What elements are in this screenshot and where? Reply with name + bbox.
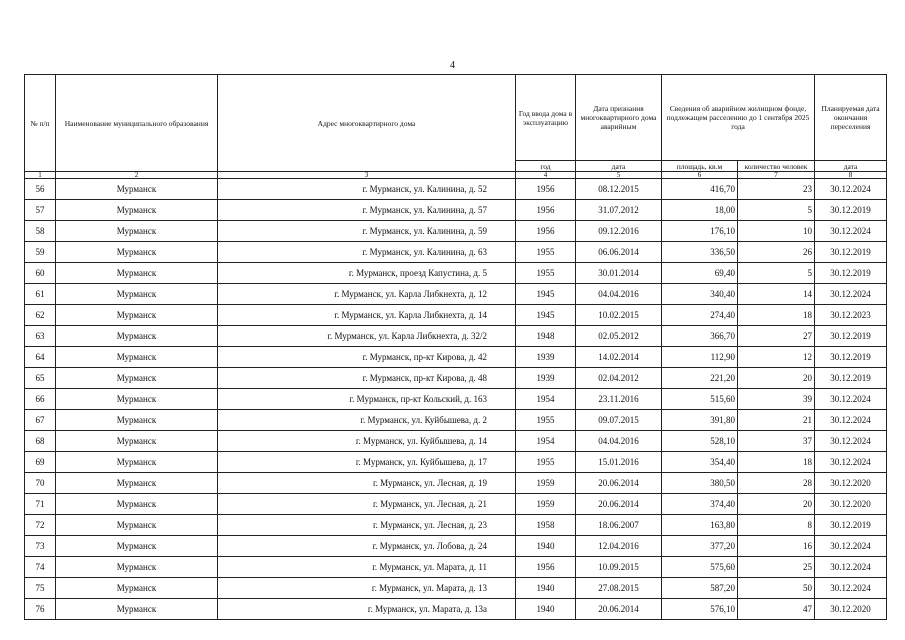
people-count-cell: 37: [738, 431, 815, 452]
address-cell: г. Мурманск, ул. Карла Либкнехта, д. 14: [218, 305, 516, 326]
people-count-cell: 39: [738, 389, 815, 410]
people-count-cell: 20: [738, 494, 815, 515]
people-count-cell: 16: [738, 536, 815, 557]
area-cell: 587,20: [662, 578, 738, 599]
column-number: 8: [815, 172, 887, 179]
address-cell: г. Мурманск, ул. Лобова, д. 24: [218, 536, 516, 557]
year-built-cell: 1940: [516, 536, 576, 557]
row-number: 74: [25, 557, 56, 578]
area-cell: 575,60: [662, 557, 738, 578]
area-cell: 69,40: [662, 263, 738, 284]
recognition-date-cell: 10.09.2015: [576, 557, 662, 578]
municipality-cell: Мурманск: [56, 368, 218, 389]
unit-plan-date: дата: [815, 161, 887, 172]
address-cell: г. Мурманск, ул. Лесная, д. 23: [218, 515, 516, 536]
column-number: 3: [218, 172, 516, 179]
table-row: [25, 389, 887, 410]
people-count-cell: 50: [738, 578, 815, 599]
area-cell: 163,80: [662, 515, 738, 536]
address-cell: г. Мурманск, ул. Лесная, д. 21: [218, 494, 516, 515]
area-cell: 380,50: [662, 473, 738, 494]
unit-area: площадь, кв.м: [662, 161, 738, 172]
year-built-cell: 1939: [516, 347, 576, 368]
table-row: [25, 263, 887, 284]
table-row: [25, 179, 887, 200]
planned-date-cell: 30.12.2019: [815, 368, 887, 389]
address-cell: г. Мурманск, ул. Карла Либкнехта, д. 32/2: [218, 326, 516, 347]
municipality-cell: Мурманск: [56, 389, 218, 410]
year-built-cell: 1954: [516, 431, 576, 452]
row-number: 60: [25, 263, 56, 284]
recognition-date-cell: 09.12.2016: [576, 221, 662, 242]
people-count-cell: 5: [738, 263, 815, 284]
year-built-cell: 1959: [516, 494, 576, 515]
year-built-cell: 1955: [516, 263, 576, 284]
row-number: 66: [25, 389, 56, 410]
table-row: [25, 200, 887, 221]
row-number: 56: [25, 179, 56, 200]
people-count-cell: 5: [738, 200, 815, 221]
table-row: [25, 326, 887, 347]
planned-date-cell: 30.12.2020: [815, 599, 887, 620]
recognition-date-cell: 23.11.2016: [576, 389, 662, 410]
area-cell: 274,40: [662, 305, 738, 326]
municipality-cell: Мурманск: [56, 473, 218, 494]
people-count-cell: 14: [738, 284, 815, 305]
year-built-cell: 1956: [516, 200, 576, 221]
address-cell: г. Мурманск, ул. Калинина, д. 63: [218, 242, 516, 263]
area-cell: 528,10: [662, 431, 738, 452]
people-count-cell: 20: [738, 368, 815, 389]
column-numbers-row: [25, 172, 887, 179]
planned-date-cell: 30.12.2024: [815, 536, 887, 557]
year-built-cell: 1955: [516, 452, 576, 473]
planned-date-cell: 30.12.2020: [815, 494, 887, 515]
address-cell: г. Мурманск, ул. Калинина, д. 57: [218, 200, 516, 221]
address-cell: г. Мурманск, ул. Калинина, д. 59: [218, 221, 516, 242]
address-cell: г. Мурманск, ул. Марата, д. 13а: [218, 599, 516, 620]
table-row: [25, 578, 887, 599]
row-number: 65: [25, 368, 56, 389]
area-cell: 374,40: [662, 494, 738, 515]
table-row: [25, 557, 887, 578]
header-municipality: Наименование муниципального образования: [56, 75, 218, 172]
municipality-cell: Мурманск: [56, 515, 218, 536]
page-number: 4: [450, 60, 455, 71]
row-number: 68: [25, 431, 56, 452]
year-built-cell: 1956: [516, 557, 576, 578]
address-cell: г. Мурманск, ул. Куйбышева, д. 17: [218, 452, 516, 473]
address-cell: г. Мурманск, ул. Куйбышева, д. 14: [218, 431, 516, 452]
row-number: 70: [25, 473, 56, 494]
unit-people: количество человек: [738, 161, 815, 172]
address-cell: г. Мурманск, пр-кт Кирова, д. 42: [218, 347, 516, 368]
table-row: [25, 284, 887, 305]
address-cell: г. Мурманск, ул. Марата, д. 11: [218, 557, 516, 578]
year-built-cell: 1959: [516, 473, 576, 494]
planned-date-cell: 30.12.2023: [815, 305, 887, 326]
table-row: [25, 473, 887, 494]
table-row: [25, 452, 887, 473]
area-cell: 576,10: [662, 599, 738, 620]
planned-date-cell: 30.12.2024: [815, 410, 887, 431]
recognition-date-cell: 27.08.2015: [576, 578, 662, 599]
recognition-date-cell: 02.04.2012: [576, 368, 662, 389]
row-number: 76: [25, 599, 56, 620]
address-cell: г. Мурманск, ул. Куйбышева, д. 2: [218, 410, 516, 431]
address-cell: г. Мурманск, пр-кт Кирова, д. 48: [218, 368, 516, 389]
municipality-cell: Мурманск: [56, 179, 218, 200]
table-row: [25, 242, 887, 263]
municipality-cell: Мурманск: [56, 557, 218, 578]
row-number: 75: [25, 578, 56, 599]
header-address: Адрес многоквартирного дома: [218, 75, 516, 172]
area-cell: 340,40: [662, 284, 738, 305]
recognition-date-cell: 15.01.2016: [576, 452, 662, 473]
planned-date-cell: 30.12.2019: [815, 347, 887, 368]
area-cell: 18,00: [662, 200, 738, 221]
address-cell: г. Мурманск, ул. Лесная, д. 19: [218, 473, 516, 494]
row-number: 67: [25, 410, 56, 431]
header-emergency-info: Сведения об аварийном жилищном фонде, подлежащем расселению до 1 сентября 2025 года: [662, 75, 815, 161]
area-cell: 336,50: [662, 242, 738, 263]
municipality-cell: Мурманск: [56, 200, 218, 221]
row-number: 64: [25, 347, 56, 368]
table-row: [25, 305, 887, 326]
municipality-cell: Мурманск: [56, 578, 218, 599]
area-cell: 176,10: [662, 221, 738, 242]
year-built-cell: 1954: [516, 389, 576, 410]
planned-date-cell: 30.12.2024: [815, 578, 887, 599]
recognition-date-cell: 20.06.2014: [576, 494, 662, 515]
municipality-cell: Мурманск: [56, 536, 218, 557]
table-row: [25, 515, 887, 536]
year-built-cell: 1955: [516, 242, 576, 263]
table-row: [25, 494, 887, 515]
row-number: 57: [25, 200, 56, 221]
people-count-cell: 26: [738, 242, 815, 263]
planned-date-cell: 30.12.2024: [815, 179, 887, 200]
year-built-cell: 1945: [516, 284, 576, 305]
table-row: [25, 431, 887, 452]
table-row: [25, 221, 887, 242]
column-number: 1: [25, 172, 56, 179]
area-cell: 366,70: [662, 326, 738, 347]
municipality-cell: Мурманск: [56, 347, 218, 368]
table-body: [25, 179, 887, 620]
municipality-cell: Мурманск: [56, 410, 218, 431]
people-count-cell: 21: [738, 410, 815, 431]
row-number: 71: [25, 494, 56, 515]
planned-date-cell: 30.12.2024: [815, 221, 887, 242]
table-row: [25, 536, 887, 557]
address-cell: г. Мурманск, проезд Капустина, д. 5: [218, 263, 516, 284]
people-count-cell: 27: [738, 326, 815, 347]
row-number: 63: [25, 326, 56, 347]
year-built-cell: 1939: [516, 368, 576, 389]
header-row: [25, 75, 887, 161]
planned-date-cell: 30.12.2020: [815, 473, 887, 494]
people-count-cell: 18: [738, 452, 815, 473]
recognition-date-cell: 04.04.2016: [576, 284, 662, 305]
row-number: 72: [25, 515, 56, 536]
header-year-built: Год ввода дома в эксплуатацию: [516, 75, 576, 161]
area-cell: 391,80: [662, 410, 738, 431]
table-row: [25, 599, 887, 620]
planned-date-cell: 30.12.2024: [815, 284, 887, 305]
address-cell: г. Мурманск, ул. Марата, д. 13: [218, 578, 516, 599]
people-count-cell: 18: [738, 305, 815, 326]
year-built-cell: 1940: [516, 578, 576, 599]
municipality-cell: Мурманск: [56, 221, 218, 242]
planned-date-cell: 30.12.2019: [815, 326, 887, 347]
address-cell: г. Мурманск, пр-кт Кольский, д. 163: [218, 389, 516, 410]
municipality-cell: Мурманск: [56, 305, 218, 326]
recognition-date-cell: 02.05.2012: [576, 326, 662, 347]
recognition-date-cell: 31.07.2012: [576, 200, 662, 221]
recognition-date-cell: 30.01.2014: [576, 263, 662, 284]
area-cell: 112,90: [662, 347, 738, 368]
recognition-date-cell: 12.04.2016: [576, 536, 662, 557]
row-number: 59: [25, 242, 56, 263]
header-planned-end: Планируемая дата окончания переселения: [815, 75, 887, 161]
people-count-cell: 23: [738, 179, 815, 200]
people-count-cell: 12: [738, 347, 815, 368]
municipality-cell: Мурманск: [56, 326, 218, 347]
planned-date-cell: 30.12.2019: [815, 200, 887, 221]
row-number: 61: [25, 284, 56, 305]
planned-date-cell: 30.12.2019: [815, 515, 887, 536]
municipality-cell: Мурманск: [56, 452, 218, 473]
area-cell: 354,40: [662, 452, 738, 473]
municipality-cell: Мурманск: [56, 263, 218, 284]
recognition-date-cell: 14.02.2014: [576, 347, 662, 368]
year-built-cell: 1958: [516, 515, 576, 536]
unit-year: год: [516, 161, 576, 172]
recognition-date-cell: 20.06.2014: [576, 473, 662, 494]
column-number: 6: [662, 172, 738, 179]
housing-table: [24, 74, 887, 620]
year-built-cell: 1955: [516, 410, 576, 431]
area-cell: 515,60: [662, 389, 738, 410]
planned-date-cell: 30.12.2019: [815, 263, 887, 284]
area-cell: 416,70: [662, 179, 738, 200]
municipality-cell: Мурманск: [56, 284, 218, 305]
planned-date-cell: 30.12.2024: [815, 557, 887, 578]
people-count-cell: 10: [738, 221, 815, 242]
people-count-cell: 8: [738, 515, 815, 536]
year-built-cell: 1956: [516, 221, 576, 242]
year-built-cell: 1940: [516, 599, 576, 620]
people-count-cell: 47: [738, 599, 815, 620]
recognition-date-cell: 06.06.2014: [576, 242, 662, 263]
column-number: 5: [576, 172, 662, 179]
recognition-date-cell: 18.06.2007: [576, 515, 662, 536]
column-number: 4: [516, 172, 576, 179]
address-cell: г. Мурманск, ул. Калинина, д. 52: [218, 179, 516, 200]
unit-date: дата: [576, 161, 662, 172]
people-count-cell: 28: [738, 473, 815, 494]
people-count-cell: 25: [738, 557, 815, 578]
row-number: 69: [25, 452, 56, 473]
column-number: 2: [56, 172, 218, 179]
municipality-cell: Мурманск: [56, 242, 218, 263]
header-recognition-date: Дата признания многоквартирного дома аварийным: [576, 75, 662, 161]
year-built-cell: 1948: [516, 326, 576, 347]
municipality-cell: Мурманск: [56, 494, 218, 515]
recognition-date-cell: 10.02.2015: [576, 305, 662, 326]
planned-date-cell: 30.12.2019: [815, 242, 887, 263]
planned-date-cell: 30.12.2024: [815, 431, 887, 452]
address-cell: г. Мурманск, ул. Карла Либкнехта, д. 12: [218, 284, 516, 305]
municipality-cell: Мурманск: [56, 599, 218, 620]
municipality-cell: Мурманск: [56, 431, 218, 452]
table-row: [25, 347, 887, 368]
column-number: 7: [738, 172, 815, 179]
planned-date-cell: 30.12.2024: [815, 452, 887, 473]
header-num: № п/п: [25, 75, 56, 172]
recognition-date-cell: 20.06.2014: [576, 599, 662, 620]
row-number: 62: [25, 305, 56, 326]
area-cell: 377,20: [662, 536, 738, 557]
recognition-date-cell: 08.12.2015: [576, 179, 662, 200]
recognition-date-cell: 04.04.2016: [576, 431, 662, 452]
row-number: 58: [25, 221, 56, 242]
planned-date-cell: 30.12.2024: [815, 389, 887, 410]
table-row: [25, 410, 887, 431]
row-number: 73: [25, 536, 56, 557]
recognition-date-cell: 09.07.2015: [576, 410, 662, 431]
year-built-cell: 1945: [516, 305, 576, 326]
table-row: [25, 368, 887, 389]
area-cell: 221,20: [662, 368, 738, 389]
year-built-cell: 1956: [516, 179, 576, 200]
